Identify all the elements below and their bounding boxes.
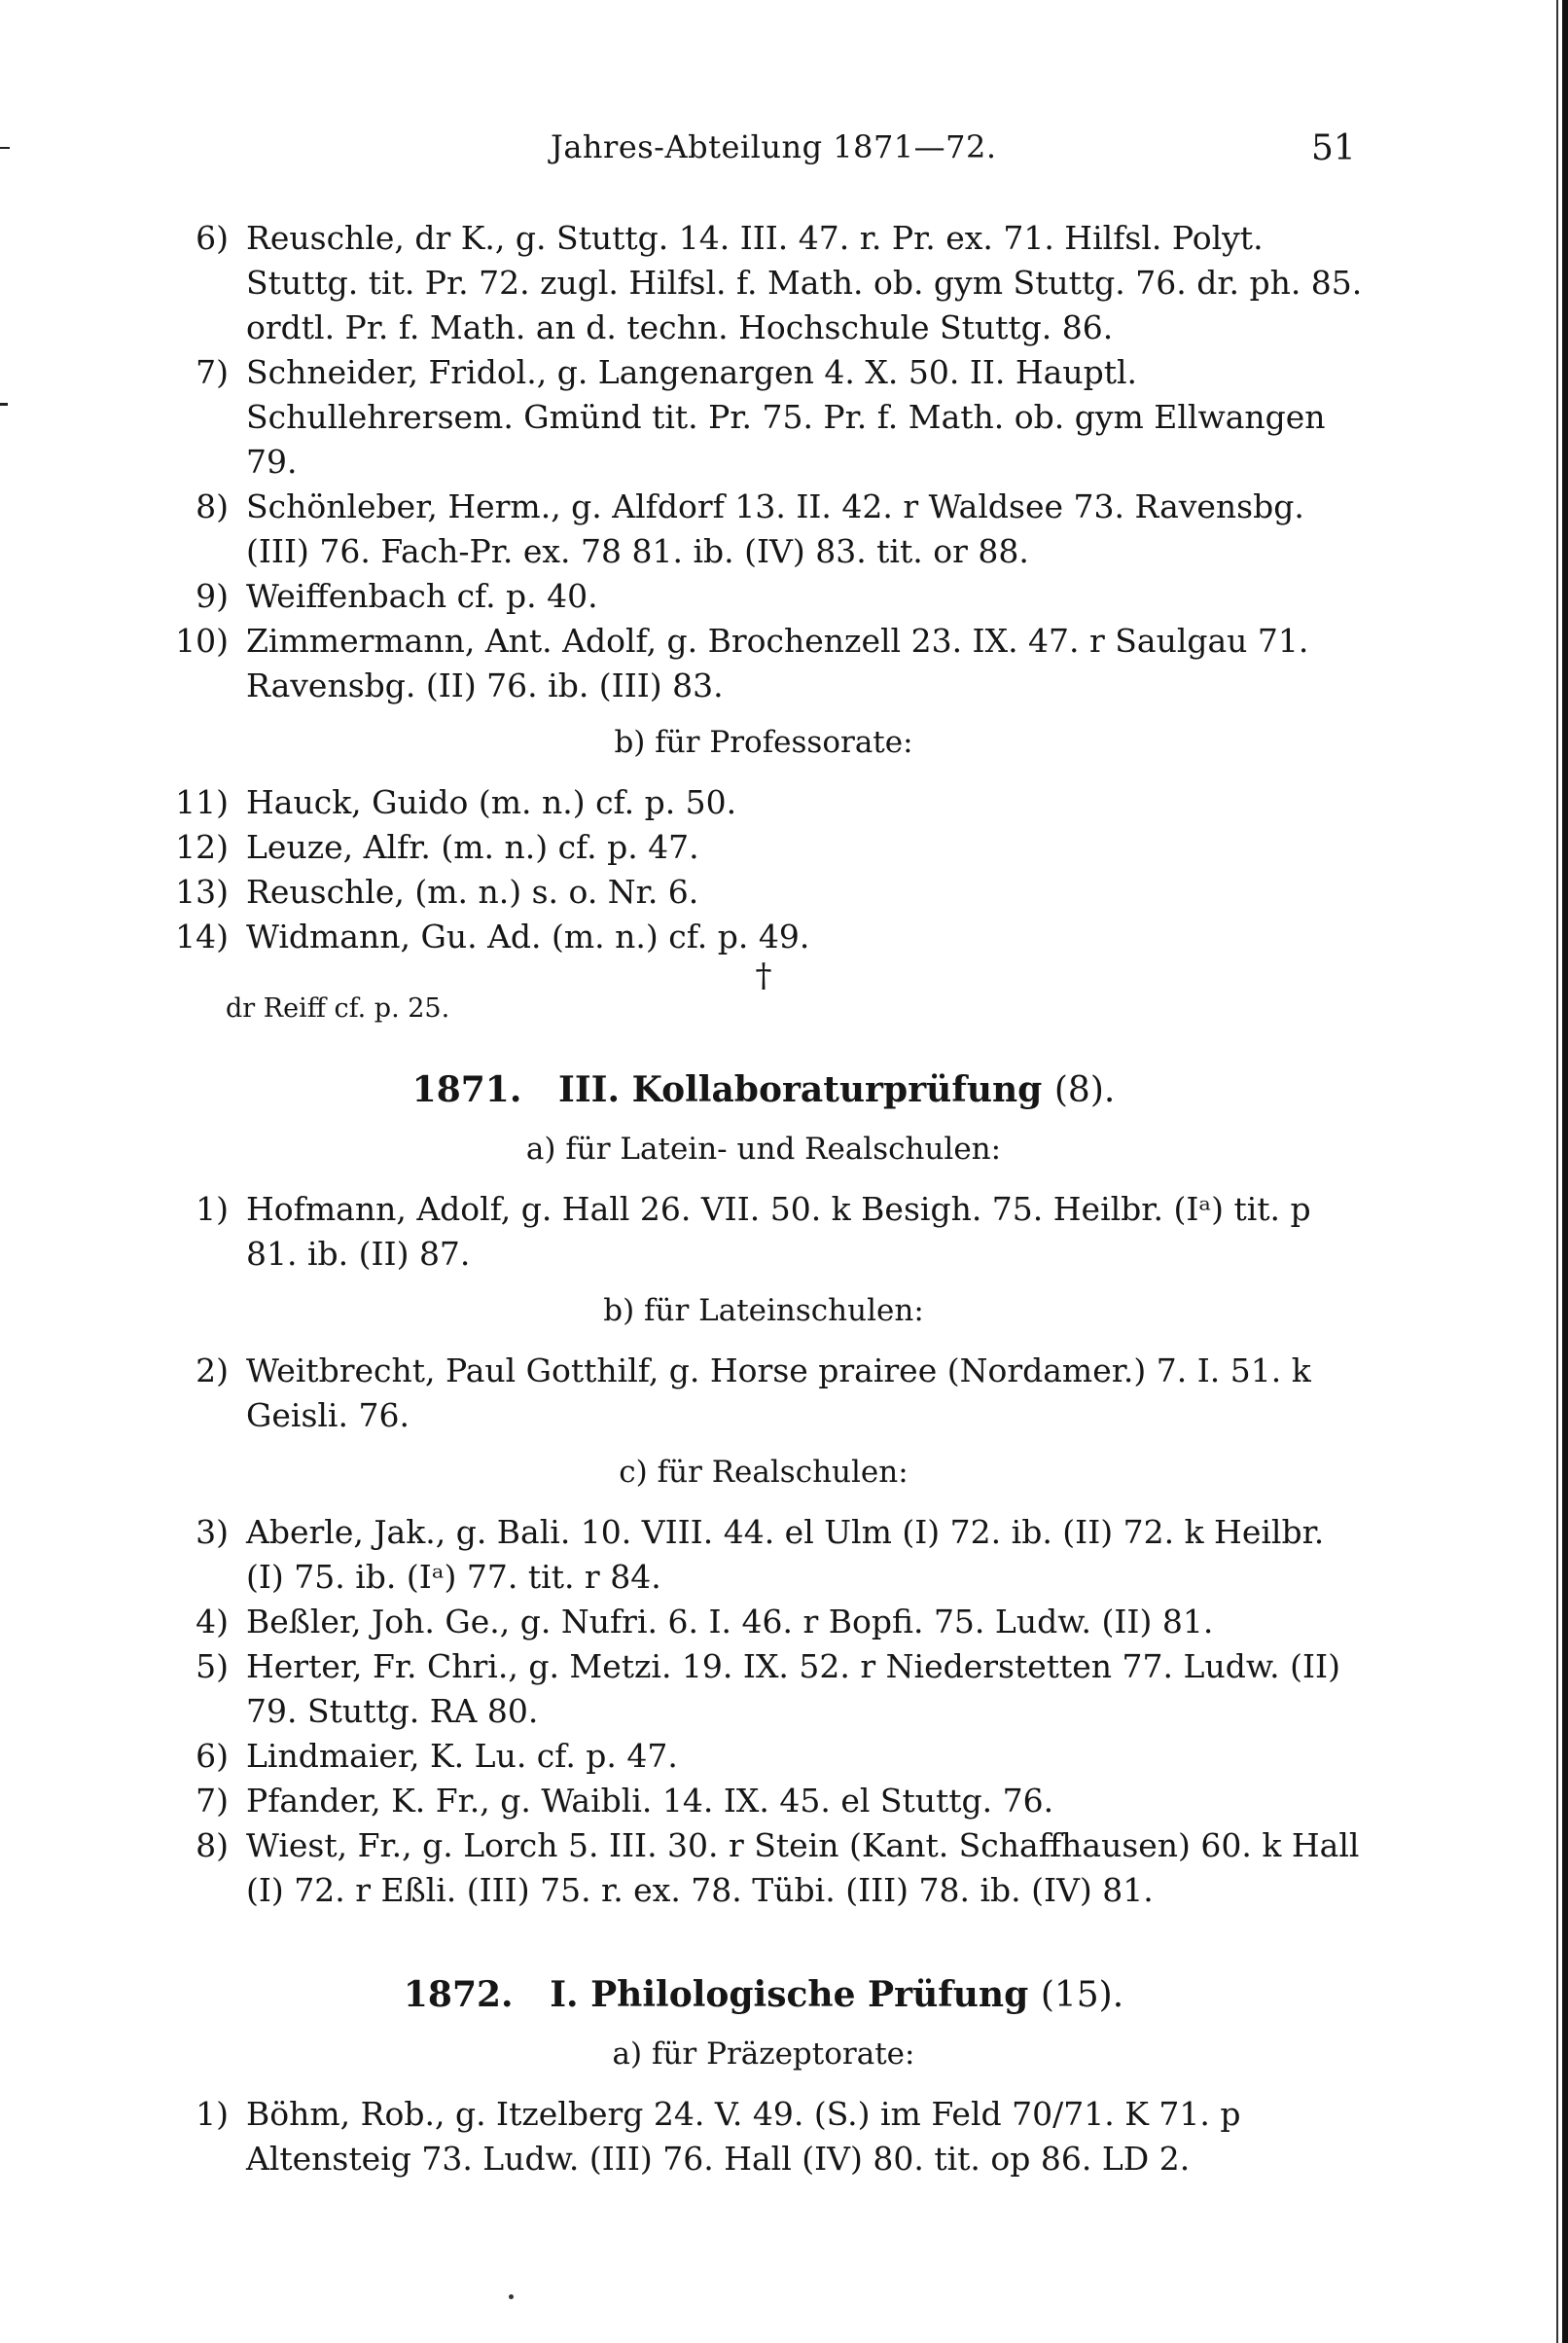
section-year: 1872. (403, 1974, 514, 2015)
list-item: 5) Herter, Fr. Chri., g. Metzi. 19. IX. 52. r Niederstetten 77. Ludw. (II) 79. Stuttg. RA 80. (196, 1647, 1340, 1730)
list-item: 14) Widmann, Gu. Ad. (m. n.) cf. p. 49. (175, 918, 810, 955)
list-item: 6) Lindmaier, K. Lu. cf. p. 47. (196, 1737, 678, 1775)
list-item: 9) Weiffenbach cf. p. 40. (196, 577, 598, 615)
section-1871 (160, 1065, 1367, 1913)
list-item: 3) Aberle, Jak., g. Bali. 10. VIII. 44. el Ulm (I) 72. ib. (II) 72. k Heilbr. (I) 75. ib. (Iᵃ) 77. tit. r 84. (196, 1513, 1325, 1596)
subheading-latin: b) für Lateinschulen: (603, 1293, 924, 1328)
footnote: dr Reiff cf. p. 25. (226, 993, 450, 1024)
dagger-mark: † (755, 956, 772, 995)
list-item: 1) Hofmann, Adolf, g. Hall 26. VII. 50. k Besigh. 75. Heilbr. (Iᵃ) tit. p 81. ib. (II) 87. (196, 1190, 1311, 1273)
section-count: (8). (1053, 1070, 1116, 1110)
section-heading (160, 1970, 1367, 2020)
top-entries-block (160, 216, 1367, 1026)
list-item: 7) Schneider, Fridol., g. Langenargen 4. X. 50. II. Hauptl. Schullehrersem. Gmünd tit. Pr. 75. Pr. f. Math. ob. gym Ellwangen 79. (196, 353, 1326, 481)
subheading-real: c) für Realschulen: (619, 1455, 909, 1490)
list-item: 12) Leuze, Alfr. (m. n.) cf. p. 47. (175, 828, 699, 866)
running-header (0, 128, 1568, 187)
section-title: I. Philologische Prüfung (550, 1974, 1029, 2015)
page-number: 51 (1311, 128, 1356, 168)
list-item: 10) Zimmermann, Ant. Adolf, g. Brochenzell 23. IX. 47. r Saulgau 71. Ravensbg. (II) 76. ib. (III) 83. (175, 622, 1309, 704)
page-edge-rule-inner (1556, 0, 1558, 2343)
print-speck (509, 2294, 514, 2299)
page-edge-rule (1562, 0, 1568, 2343)
section-heading (160, 1065, 1367, 1115)
list-item: 6) Reuschle, dr K., g. Stuttg. 14. III. 47. r. Pr. ex. 71. Hilfsl. Polyt. Stuttg. tit. Pr. 72. zugl. Hilfsl. f. Math. ob. gym Stuttg. 76. dr. ph. 85. ordtl. Pr. f. Math. an d. techn. Hochschule Stuttg. 86. (196, 219, 1363, 346)
section-1872 (160, 1970, 1367, 2181)
list-item: 2) Weitbrecht, Paul Gotthilf, g. Horse prairee (Nordamer.) 7. I. 51. k Geisli. 76. (196, 1352, 1311, 1434)
list-item: 7) Pfander, K. Fr., g. Waibli. 14. IX. 45. el Stuttg. 76. (196, 1782, 1054, 1820)
section-count: (15). (1040, 1975, 1124, 2015)
list-item: 8) Schönleber, Herm., g. Alfdorf 13. II. 42. r Waldsee 73. Ravensbg. (III) 76. Fach-Pr. ex. 78 81. ib. (IV) 83. tit. or 88. (196, 487, 1304, 570)
list-item: 13) Reuschle, (m. n.) s. o. Nr. 6. (175, 873, 699, 911)
list-item: 11) Hauck, Guido (m. n.) cf. p. 50. (175, 783, 737, 821)
list-item: 1) Böhm, Rob., g. Itzelberg 24. V. 49. (S.) im Feld 70/71. K 71. p Altensteig 73. Ludw. (III) 76. Hall (IV) 80. tit. op 86. LD 2. (196, 2095, 1241, 2178)
margin-mark (0, 403, 8, 406)
list-item: 8) Wiest, Fr., g. Lorch 5. III. 30. r Stein (Kant. Schaffhausen) 60. k Hall (I) 72. r Eßli. (III) 75. r. ex. 78. Tübi. (III) 78. ib. (IV) 81. (196, 1826, 1360, 1909)
subheading-professorate: b) für Professorate: (614, 725, 913, 760)
list-item: 4) Beßler, Joh. Ge., g. Nufri. 6. I. 46. r Bopfi. 75. Ludw. (II) 81. (196, 1603, 1214, 1640)
subheading-praezeptorate: a) für Präzeptorate: (612, 2037, 915, 2072)
header-title: Jahres-Abteilung 1871—72. (551, 128, 997, 165)
section-year: 1871. (411, 1069, 522, 1110)
subheading-latin-real: a) für Latein- und Realschulen: (525, 1132, 1002, 1167)
section-title: III. Kollaboraturprüfung (558, 1069, 1043, 1110)
